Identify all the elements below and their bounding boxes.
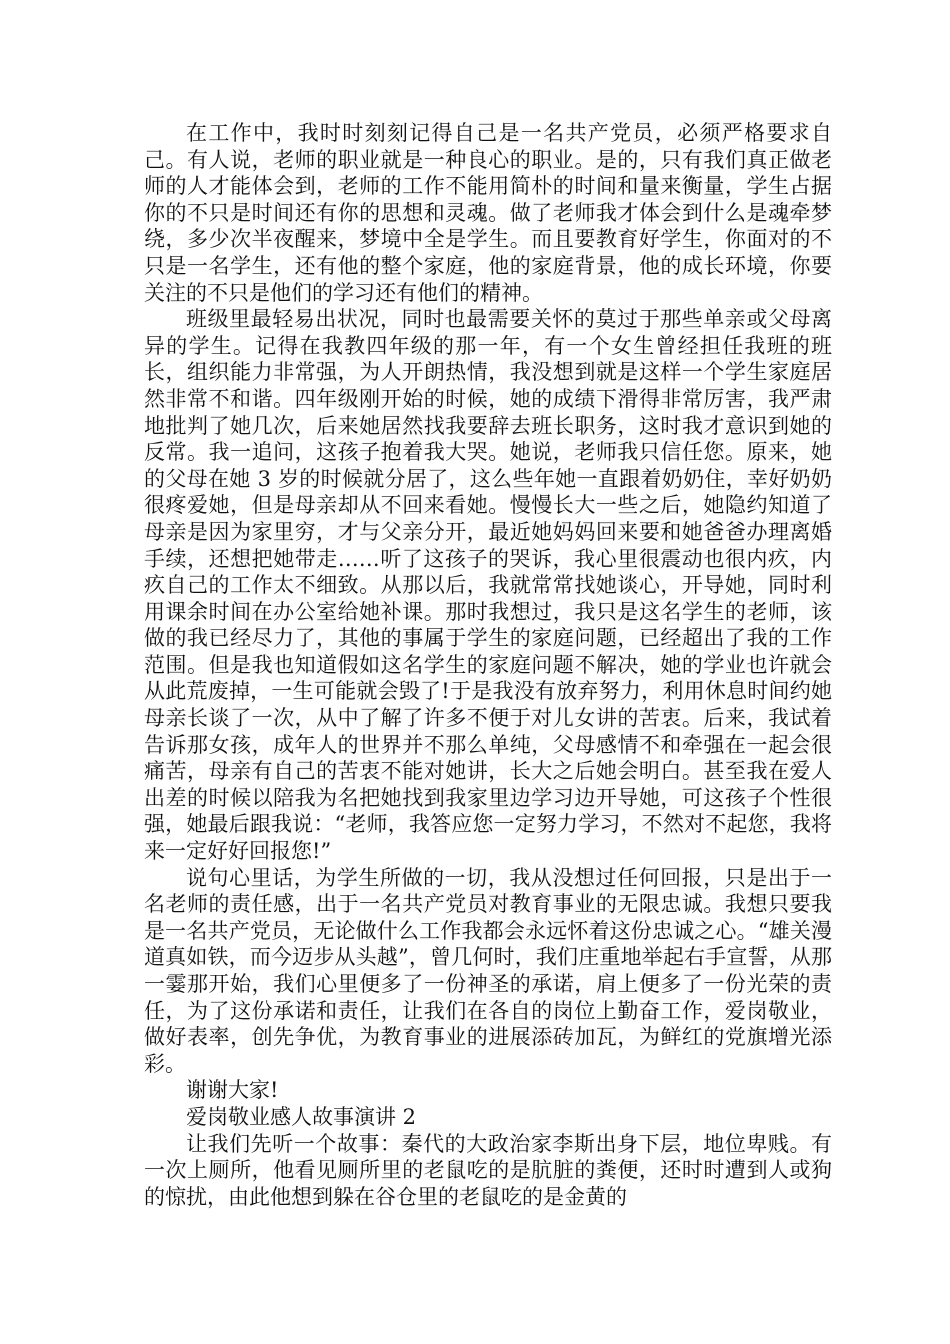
paragraph: 班级里最轻易出状况，同时也最需要关怀的莫过于那些单亲或父母离异的学生。记得在我教四年级的那一年，有一个女生曾经担任我班的班长，组织能力非常强，为人开朗热情，我没想到就是这样一个学生家庭居然非常不和谐。四年级刚开始的时候，她的成绩下滑得非常厉害，我严肃地批判了她几次，后来她居然找我要辞去班长职务，这时我才意识到她的反常。我一追问，这孩子抱着我大哭。她说，老师我只信任您。原来，她的父母在她 3 岁的时候就分居了，这么些年她一直跟着奶奶住，幸好奶奶很疼爱她，但是母亲却从不回来看她。慢慢长大一些之后，她隐约知道了母亲是因为家里穷，才与父亲分开，最近她妈妈回来要和她爸爸办理离婚手续，还想把她带走……听了这孩子的哭诉，我心里很震动也很内疚，内疚自己的工作太不细致。从那以后，我就常常找她谈心，开导她，同时利用课余时间在办公室给她补课。那时我想过，我只是这名学生的老师，该做的我已经尽力了，其他的事属于学生的家庭问题，已经超出了我的工作范围。但是我也知道假如这名学生的家庭问题不解决，她的学业也许就会从此荒废掉，一生可能就会毁了!于是我没有放弃努力，利用休息时间约她母亲长谈了一次，从中了解了许多不便于对儿女讲的苦衷。后来，我试着告诉那女孩，成年人的世界并不那么单纯，父母感情不和牵强在一起会很痛苦，母亲有自己的苦衷不能对她讲，长大之后她会明白。甚至我在爱人出差的时候以陪我为名把她找到我家里边学习边开导她，可这孩子个性很强，她最后跟我说：“老师，我答应您一定努力学习，不然对不起您，我将来一定好好回报您!” xyxy=(144,307,832,864)
document-body xyxy=(144,120,832,1210)
section-title: 爱岗敬业感人故事演讲 2 xyxy=(186,1104,417,1129)
paragraph: 让我们先听一个故事：秦代的大政治家李斯出身下层，地位卑贱。有一次上厕所，他看见厕所里的老鼠吃的是肮脏的粪便，还时时遭到人或狗的惊扰，由此他想到躲在谷仓里的老鼠吃的是金黄的 xyxy=(144,1131,832,1209)
closing-line: 谢谢大家! xyxy=(186,1078,279,1103)
paragraph: 在工作中，我时时刻刻记得自己是一名共产党员，必须严格要求自己。有人说，老师的职业就是一种良心的职业。是的，只有我们真正做老师的人才能体会到，老师的工作不能用简朴的时间和量来衡量，学生占据你的不只是时间还有你的思想和灵魂。做了老师我才体会到什么是魂牵梦绕，多少次半夜醒来，梦境中全是学生。而且要教育好学生，你面对的不只是一名学生，还有他的整个家庭，他的家庭背景，他的成长环境，你要关注的不只是他们的学习还有他们的精神。 xyxy=(144,121,832,305)
paragraph: 说句心里话，为学生所做的一切，我从没想过任何回报，只是出于一名老师的责任感，出于一名共产党员对教育事业的无限忠诚。我想只要我是一名共产党员，无论做什么工作我都会永远怀着这份忠诚之心。“雄关漫道真如铁，而今迈步从头越”，曾几何时，我们庄重地举起右手宣誓，从那一霎那开始，我们心里便多了一份神圣的承诺，肩上便多了一份光荣的责任，为了这份承诺和责任，让我们在各自的岗位上勤奋工作，爱岗敬业，做好表率，创先争优，为教育事业的进展添砖加瓦，为鲜红的党旗增光添彩。 xyxy=(144,865,832,1076)
